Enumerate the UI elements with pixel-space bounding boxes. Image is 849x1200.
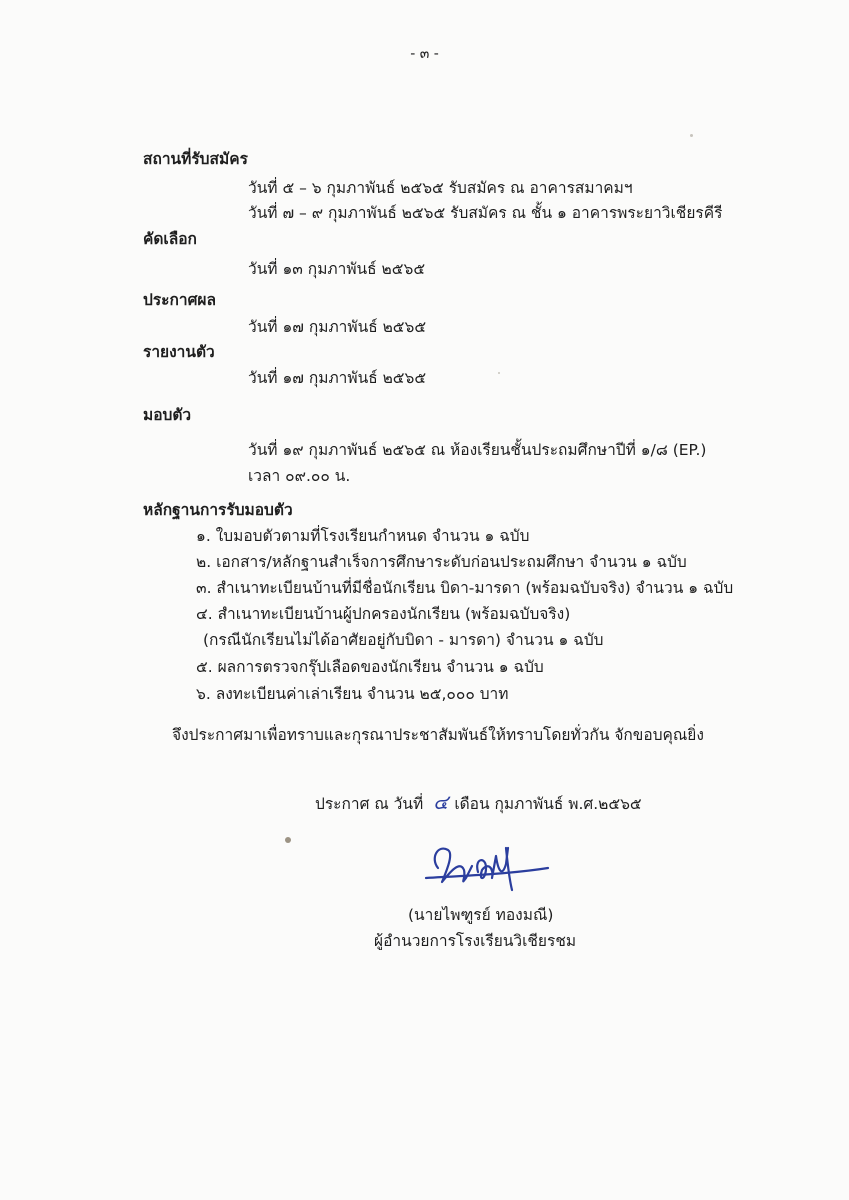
document-item-6: ๖. ลงทะเบียนค่าเล่าเรียน จำนวน ๒๕,๐๐๐ บาท — [196, 685, 509, 703]
registration-line-1: วันที่ ๕ – ๖ กุมภาพันธ์ ๒๕๖๕ รับสมัคร ณ อาคารสมาคมฯ — [248, 179, 633, 197]
document-item-2: ๒. เอกสาร/หลักฐานสำเร็จการศึกษาระดับก่อนประถมศึกษา จำนวน ๑ ฉบับ — [196, 553, 687, 571]
paper-speck — [498, 372, 500, 374]
handover-line-2: เวลา ๐๙.๐๐ น. — [248, 467, 351, 485]
report-line-1: วันที่ ๑๗ กุมภาพันธ์ ๒๕๖๕ — [248, 369, 427, 387]
handwritten-signature — [420, 838, 555, 898]
heading-handover: มอบตัว — [143, 406, 192, 424]
heading-results: ประกาศผล — [143, 291, 216, 309]
heading-selection: คัดเลือก — [143, 230, 197, 248]
results-line-1: วันที่ ๑๗ กุมภาพันธ์ ๒๕๖๕ — [248, 318, 427, 336]
document-item-3: ๓. สำเนาทะเบียนบ้านที่มีชื่อนักเรียน บิดา-มารดา (พร้อมฉบับจริง) จำนวน ๑ ฉบับ — [196, 579, 734, 597]
announcement-date — [315, 792, 642, 814]
document-item-4: ๔. สำเนาทะเบียนบ้านผู้ปกครองนักเรียน (พร้อมฉบับจริง) — [196, 605, 571, 623]
announcement-prefix: ประกาศ ณ วันที่ — [315, 795, 424, 813]
document-item-4-continued: (กรณีนักเรียนไม่ได้อาศัยอยู่กับบิดา - มารดา) จำนวน ๑ ฉบับ — [203, 631, 604, 649]
signatory-title: ผู้อำนวยการโรงเรียนวิเชียรชม — [374, 932, 577, 950]
heading-report: รายงานตัว — [143, 343, 215, 361]
paper-speck — [285, 837, 291, 843]
handover-line-1: วันที่ ๑๙ กุมภาพันธ์ ๒๕๖๕ ณ ห้องเรียนชั้นประถมศึกษาปีที่ ๑/๘ (EP.) — [248, 441, 707, 459]
selection-line-1: วันที่ ๑๓ กุมภาพันธ์ ๒๕๖๕ — [248, 260, 426, 278]
closing-statement: จึงประกาศมาเพื่อทราบและกุรณาประชาสัมพันธ์ให้ทราบโดยทั่วกัน จักขอบคุณยิ่ง — [172, 726, 704, 744]
announcement-suffix: เดือน กุมภาพันธ์ พ.ศ.๒๕๖๕ — [454, 795, 642, 813]
document-item-5: ๕. ผลการตรวจกรุ๊ปเลือดของนักเรียน จำนวน ๑ ฉบับ — [196, 658, 544, 676]
registration-line-2: วันที่ ๗ – ๙ กุมภาพันธ์ ๒๕๖๕ รับสมัคร ณ ชั้น ๑ อาคารพระยาวิเชียรคีรี — [248, 204, 723, 222]
heading-documents: หลักฐานการรับมอบตัว — [143, 501, 293, 519]
paper-speck — [690, 134, 693, 137]
announcement-day: ๔ — [433, 790, 449, 814]
heading-registration-place: สถานที่รับสมัคร — [143, 150, 248, 168]
document-item-1: ๑. ใบมอบตัวตามที่โรงเรียนกำหนด จำนวน ๑ ฉบับ — [196, 527, 530, 545]
signatory-name: (นายไพฑูรย์ ทองมณี) — [408, 906, 554, 924]
page-number: - ๓ - — [410, 46, 439, 62]
